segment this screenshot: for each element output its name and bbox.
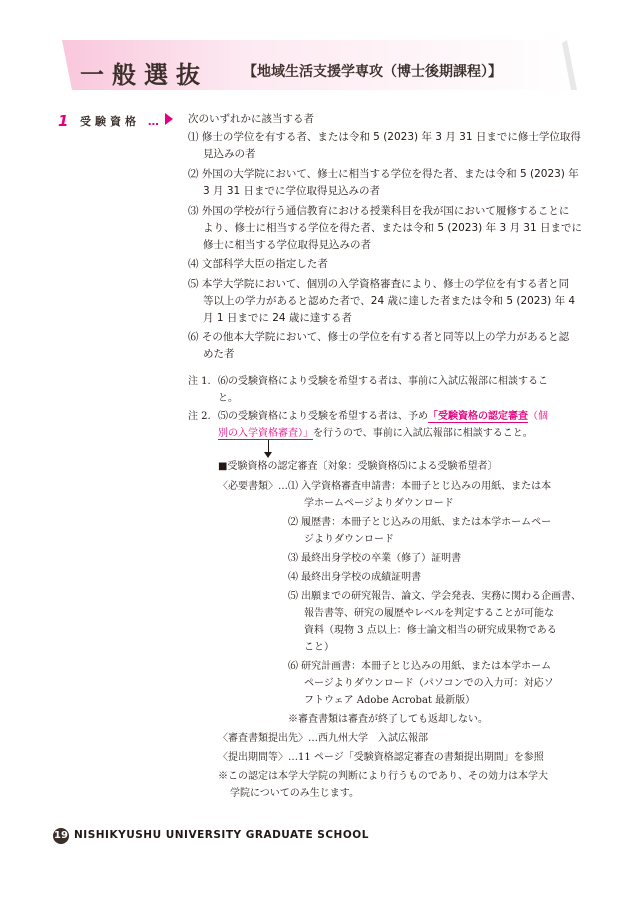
doc-item: ⑶ 最終出身学校の卒業（修了）証明書: [288, 553, 462, 564]
note-text: [218, 425, 533, 443]
intro-text: 次のいずれかに該当する者: [188, 113, 314, 125]
note-label: 注 2.: [188, 411, 211, 422]
list-item: 見込みの者: [203, 148, 256, 160]
note-text: [218, 408, 548, 426]
page-subtitle: 【地域生活支援学専攻（博士後期課程）】: [243, 64, 502, 80]
section-title: [80, 113, 159, 129]
doc-item: ⑹ 研究計画書：本冊子とじ込みの用紙、または本学ホーム: [288, 661, 552, 672]
list-item: めた者: [203, 348, 235, 360]
doc-item: フトウェア Adobe Acrobat 最新版）: [304, 695, 476, 706]
doc-item: 学ホームページよりダウンロード: [304, 498, 454, 509]
doc-item: こと）: [304, 642, 334, 653]
submit-to: 〈審査書類提出先〉…西九州大学 入試広報部: [218, 733, 428, 744]
note-text-part: ⑸の受験資格により受験を希望する者は、予め: [218, 411, 428, 422]
doc-item: ⑵ 履歴書：本冊子とじ込みの用紙、または本学ホームペー: [288, 517, 552, 528]
list-item: ⑴ 修士の学位を有する者、または令和 5 (2023) 年 3 月 31 日までに修士学位取得: [188, 131, 581, 143]
no-return-note: ※審査書類は審査が終了しても返却しない。: [288, 714, 488, 725]
doc-item: ⑴ 入学資格審査申請書：本冊子とじ込みの用紙、または本: [288, 481, 552, 492]
submit-period: 〈提出期間等〉…11 ページ「受験資格認定審査の書類提出期間」を参照: [218, 752, 544, 763]
note-text: と。: [218, 393, 238, 404]
highlight-text: 「受験資格の認定審査: [428, 411, 528, 422]
note-text: ⑹の受験資格により受験を希望する者は、事前に入試広報部に相談するこ: [218, 376, 548, 387]
list-item: 3 月 31 日までに学位取得見込みの者: [203, 185, 381, 197]
section-number: 1: [58, 112, 69, 130]
list-item: 等以上の学力があると認めた者で、24 歳に達した者または令和 5 (2023) 年 4: [203, 295, 576, 307]
review-heading: ■受験資格の認定審査〔対象：受験資格⑸による受験希望者〕: [218, 461, 498, 472]
doc-item: ページよりダウンロード（パソコンでの入力可：対応ソ: [304, 678, 554, 689]
list-item: ⑶ 外国の学校が行う通信教育における授業科目を我が国において履修することに: [188, 205, 570, 217]
list-item: ⑵ 外国の大学院において、修士に相当する学位を得た者、または令和 5 (2023) 年: [188, 168, 579, 180]
page-title: 一般選抜: [80, 61, 208, 89]
list-item: ⑸ 本学大学院において、個別の入学資格審査により、修士の学位を有する者と同: [188, 278, 570, 290]
list-item: ⑷ 文部科学大臣の指定した者: [188, 258, 328, 270]
list-item: 月 1 日までに 24 歳に達する者: [203, 312, 352, 324]
list-item: 修士に相当する学位取得見込みの者: [203, 239, 371, 251]
footnote: ※この認定は本学大学院の判断により行うものであり、その効力は本学大: [218, 771, 548, 782]
doc-item: 報告書等、研究の履歴やレベルを判定することが可能な: [304, 608, 554, 619]
page-number: 19: [53, 828, 69, 844]
doc-item: 資料（現物 3 点以上：修士論文相当の研究成果物である: [304, 625, 557, 636]
footer-university: NISHIKYUSHU UNIVERSITY GRADUATE SCHOOL: [74, 829, 369, 841]
doc-item: ⑷ 最終出身学校の成績証明書: [288, 572, 422, 583]
highlight-text: 別の入学資格審査）」: [218, 428, 313, 439]
note-text-part: を行うので、事前に入試広報部に相談すること。: [313, 428, 533, 439]
doc-item: ⑸ 出願までの研究報告、論文、学会発表、実務に関わる企画書、: [288, 591, 582, 602]
list-item: ⑹ その他本大学院において、修士の学位を有する者と同等以上の学力があると認: [188, 331, 570, 343]
highlight-text: （個: [528, 411, 548, 422]
note-label: 注 1.: [188, 376, 211, 387]
arrow-right-icon: [165, 113, 173, 125]
docs-label: 〈必要書類〉…: [218, 481, 288, 492]
list-item: より、修士に相当する学位を得た者、または令和 5 (2023) 年 3 月 31 日までに: [203, 222, 582, 234]
section-title-text: 受験資格: [80, 115, 140, 128]
doc-item: ジよりダウンロード: [304, 534, 394, 545]
section-title-dots: …: [147, 115, 159, 128]
footnote: 学院についてのみ生じます。: [230, 788, 359, 799]
